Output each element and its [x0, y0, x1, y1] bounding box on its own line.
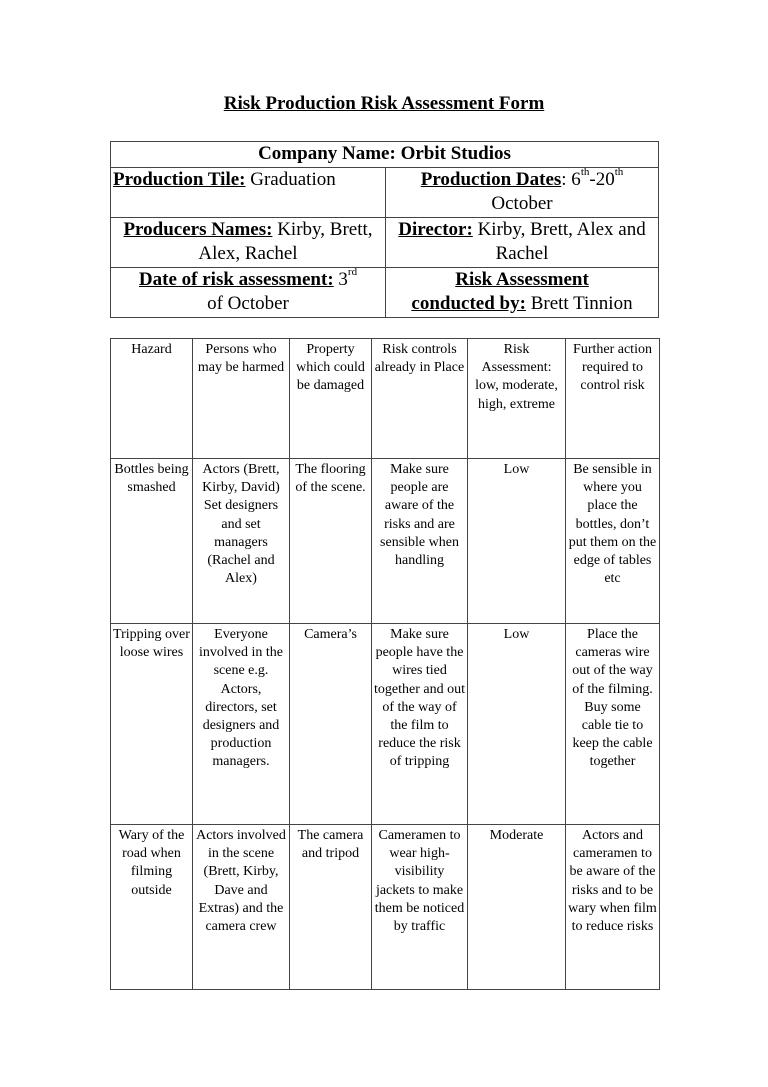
assessment-date-label: Date of risk assessment: — [138, 268, 334, 290]
property-cell: The flooring of the scene. — [290, 459, 372, 624]
producers-cell — [111, 217, 386, 267]
assessment-date-value: 3 — [333, 268, 348, 290]
conducted-by-label-1: Risk Assessment — [455, 268, 589, 290]
risk-level-cell: Moderate — [468, 825, 566, 990]
further-action-cell: Actors and cameramen to be aware of the risks and to be wary when film to reduce risks — [566, 825, 660, 990]
table-row — [111, 459, 660, 624]
production-title-label: Production Tile: — [113, 168, 246, 190]
conducted-by-value: Brett Tinnion — [525, 293, 633, 314]
persons-cell: Everyone involved in the scene e.g. Actors, directors, set designers and production managers. — [193, 624, 290, 825]
conducted-by-cell — [386, 267, 659, 317]
header-persons: Persons who may be harmed — [193, 339, 290, 459]
production-dates-start: : 6 — [561, 168, 581, 190]
producers-value: Kirby, Brett, Alex, Rachel — [198, 218, 373, 264]
hazard-cell: Tripping over loose wires — [111, 624, 193, 825]
table-header-row — [111, 339, 660, 459]
company-name: Company Name: Orbit Studios — [111, 142, 659, 168]
production-dates-sup2: th — [614, 166, 624, 179]
assessment-date-month: of October — [207, 293, 289, 314]
table-row — [111, 624, 660, 825]
risk-assessment-table — [110, 338, 660, 990]
controls-cell: Make sure people have the wires tied together and out of the way of the film to reduce the risk of tripping — [372, 624, 468, 825]
production-info-table — [110, 141, 659, 318]
production-dates-sup1: th — [580, 166, 590, 179]
further-action-cell: Place the cameras wire out of the way of the filming. Buy some cable tie to keep the cable together — [566, 624, 660, 825]
header-controls: Risk controls already in Place — [372, 339, 468, 459]
producers-label: Producers Names: — [123, 218, 273, 240]
assessment-date-cell — [111, 267, 386, 317]
further-action-cell: Be sensible in where you place the bottles, don’t put them on the edge of tables etc — [566, 459, 660, 624]
persons-cell: Actors (Brett, Kirby, David) Set designers and set managers (Rachel and Alex) — [193, 459, 290, 624]
production-dates-end: -20 — [589, 168, 615, 190]
controls-cell: Cameramen to wear high-visibility jackets to make them be noticed by traffic — [372, 825, 468, 990]
hazard-cell: Wary of the road when filming outside — [111, 825, 193, 990]
production-dates-label: Production Dates — [420, 168, 562, 190]
risk-level-cell: Low — [468, 459, 566, 624]
hazard-cell: Bottles being smashed — [111, 459, 193, 624]
production-title-value: Graduation — [245, 168, 336, 190]
director-label: Director: — [398, 218, 473, 240]
table-row — [111, 825, 660, 990]
director-value: Kirby, Brett, Alex and Rachel — [472, 218, 646, 264]
controls-cell: Make sure people are aware of the risks and are sensible when handling — [372, 459, 468, 624]
property-cell: The camera and tripod — [290, 825, 372, 990]
property-cell: Camera’s — [290, 624, 372, 825]
assessment-date-sup: rd — [347, 266, 358, 279]
production-dates-month: October — [491, 193, 553, 214]
conducted-by-label-2: conducted by: — [411, 293, 526, 314]
persons-cell: Actors involved in the scene (Brett, Kirby, Dave and Extras) and the camera crew — [193, 825, 290, 990]
header-risk-level: Risk Assessment: low, moderate, high, extreme — [468, 339, 566, 459]
production-dates-cell — [386, 167, 659, 217]
header-further-action: Further action required to control risk — [566, 339, 660, 459]
risk-level-cell: Low — [468, 624, 566, 825]
director-cell — [386, 217, 659, 267]
production-title-cell — [111, 167, 386, 217]
header-property: Property which could be damaged — [290, 339, 372, 459]
header-hazard: Hazard — [111, 339, 193, 459]
form-title: Risk Production Risk Assessment Form — [223, 93, 545, 114]
